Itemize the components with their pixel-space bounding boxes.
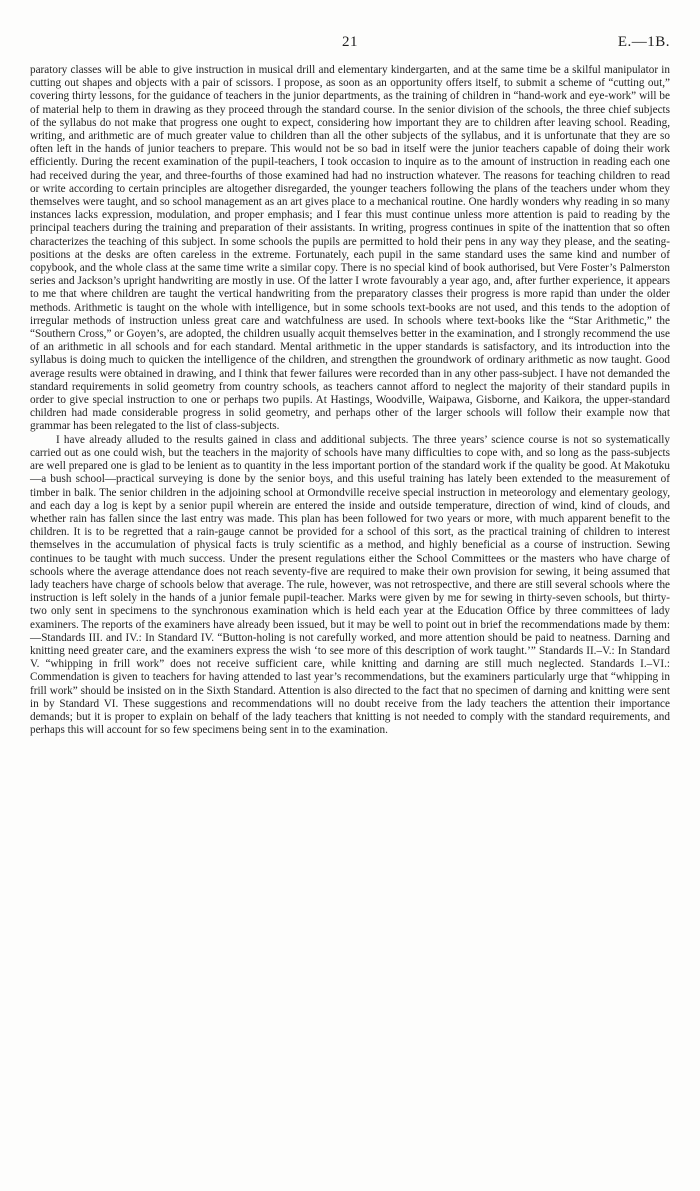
paragraph-continued: paratory classes will be able to give instruction in musical drill and elementary kindergarten, and at the same time be a skilful manipulator in cutting out shapes and objects with a pair of scissors. I propose, as soon as an opportunity offers itself, to submit a scheme of “cutting out,” covering thirty lessons, for the guidance of teachers in the junior departments, as the training of children in “hand-work and eye-work” will be of material help to them in drawing as they proceed through the standard course. In the senior division of the schools, the three chief subjects of the syllabus do not make that progress one ought to expect, considering how important they are to children after leaving school. Reading, writing, and arithmetic are of much greater value to children than all the other subjects of the syllabus, and it is unfortunate that they are so often left in the hands of junior teachers to prepare. This would not be so bad in itself were the junior teachers capable of doing their work efficiently. During the recent examination of the pupil-teachers, I took occasion to inquire as to the amount of instruction in reading each one had received during the year, and three-fourths of those examined had had no instruction whatever. The reasons for teaching children to read or write according to certain principles are altogether disregarded, the younger teachers following the plans of the teachers under whom they themselves were taught, and so school management as an art gives place to a mechanical routine. One hardly wonders why reading in so many instances lacks expression, modulation, and proper emphasis; and I fear this must continue unless more attention is paid to reading by the principal teachers during the training and preparation of their assistants. In writing, progress continues in spite of the inattention that so often characterizes the teaching of this subject. In some schools the pupils are permitted to hold their pens in any way they please, and the seating-positions at the desks are often careless in the extreme. Fortunately, each pupil in the same standard uses the same kind and number of copybook, and the whole class at the same time write a similar copy. There is no special kind of book authorised, but Vere Foster’s Palmerston series and Jackson’s upright handwriting are mostly in use. Of the latter I wrote favourably a year ago, and, after further experience, it appears to me that where children are taught the vertical handwriting from the preparatory classes their progress is more rapid than under the older methods. Arithmetic is taught on the whole with intelligence, but in some schools text-books are not used, and this tends to the adoption of irregular methods of instruction unless great care and watchfulness are used. In schools where text-books like the “Star Arithmetic,” the “Southern Cross,” or Goyen’s, are adopted, the children usually acquit themselves better in the examination, and I strongly recommend the use of an arithmetic in all schools and for each standard. Mental arithmetic in the upper standards is satisfactory, and its introduction into the syllabus is doing much to quicken the intelligence of the children, and strengthen the groundwork of ordinary arithmetic as now taught. Good average results were obtained in drawing, and I think that fewer failures were recorded than in any other pass-subject. I have not demanded the standard requirements in solid geometry from country schools, as teachers cannot afford to neglect the majority of their standard pupils in order to give special instruction to one or perhaps two pupils. At Hastings, Woodville, Waipawa, Gisborne, and Kaikora, the upper-standard children had made considerable progress in solid geometry, and perhaps other of the larger schools will follow their example now that grammar has been relegated to the list of class-subjects.: [30, 64, 670, 433]
document-reference: E.—1B.: [617, 34, 670, 50]
body-text: [30, 64, 670, 737]
paragraph-class-subjects: I have already alluded to the results gained in class and additional subjects. The three years’ science course is not so systematically carried out as one could wish, but the teachers in the majority of schools have many difficulties to cope with, and so long as the pass-subjects are well prepared one is glad to be lenient as to quantity in the less important portion of the standard work if the quality be good. At Makotuku—a bush school—practical surveying is done by the senior boys, and this useful training has lately been extended to the measurement of timber in balk. The senior children in the adjoining school at Ormondville receive special instruction in meteorology and elementary geology, and each day a log is kept by a senior pupil wherein are entered the inside and outside temperature, direction of wind, kind of clouds, and whether rain has fallen since the last entry was made. This plan has been followed for two years or more, with much apparent benefit to the children. It is to be regretted that a rain-gauge cannot be provided for a school of this sort, as the practical training of children to interest themselves in the accumulation of physical facts is truly scientific as a method, and highly beneficial as a course of instruction. Sewing continues to be taught with much success. Under the present regulations either the School Committees or the masters who have charge of schools where the average attendance does not reach seventy-five are required to make their own provision for sewing, it being assumed that lady teachers have charge of schools below that average. The rule, however, was not retrospective, and there are still several schools where the instruction is left solely in the hands of a junior female pupil-teacher. Marks were given by me for sewing in thirty-seven schools, but thirty-two only sent in specimens to the synchronous examination which is held each year at the Education Office by three committees of lady examiners. The reports of the examiners have already been issued, but it may be well to point out in brief the recommendations made by them:—Standards III. and IV.: In Standard IV. “Button-holing is not carefully worked, and more attention should be paid to neatness. Darning and knitting need greater care, and the examiners express the wish ‘to see more of this description of work taught.’” Standards II.–V.: In Standard V. “whipping in frill work” does not receive sufficient care, while knitting and darning are still much neglected. Standards I.–VI.: Commendation is given to teachers for having attended to last year’s recommendations, but the examiners particularly urge that “whipping in frill work” should be insisted on in the Sixth Standard. Attention is also directed to the fact that no specimen of darning and knitting were sent in by Standard VI. These suggestions and recommendations will no doubt receive from the lady teachers the attention their importance demands; but it is proper to explain on behalf of the lady teachers that knitting is not needed to comply with the standard requirements, and perhaps this will account for so few specimens being sent in to the examination.: [30, 433, 670, 737]
page-number: 21: [342, 34, 358, 50]
